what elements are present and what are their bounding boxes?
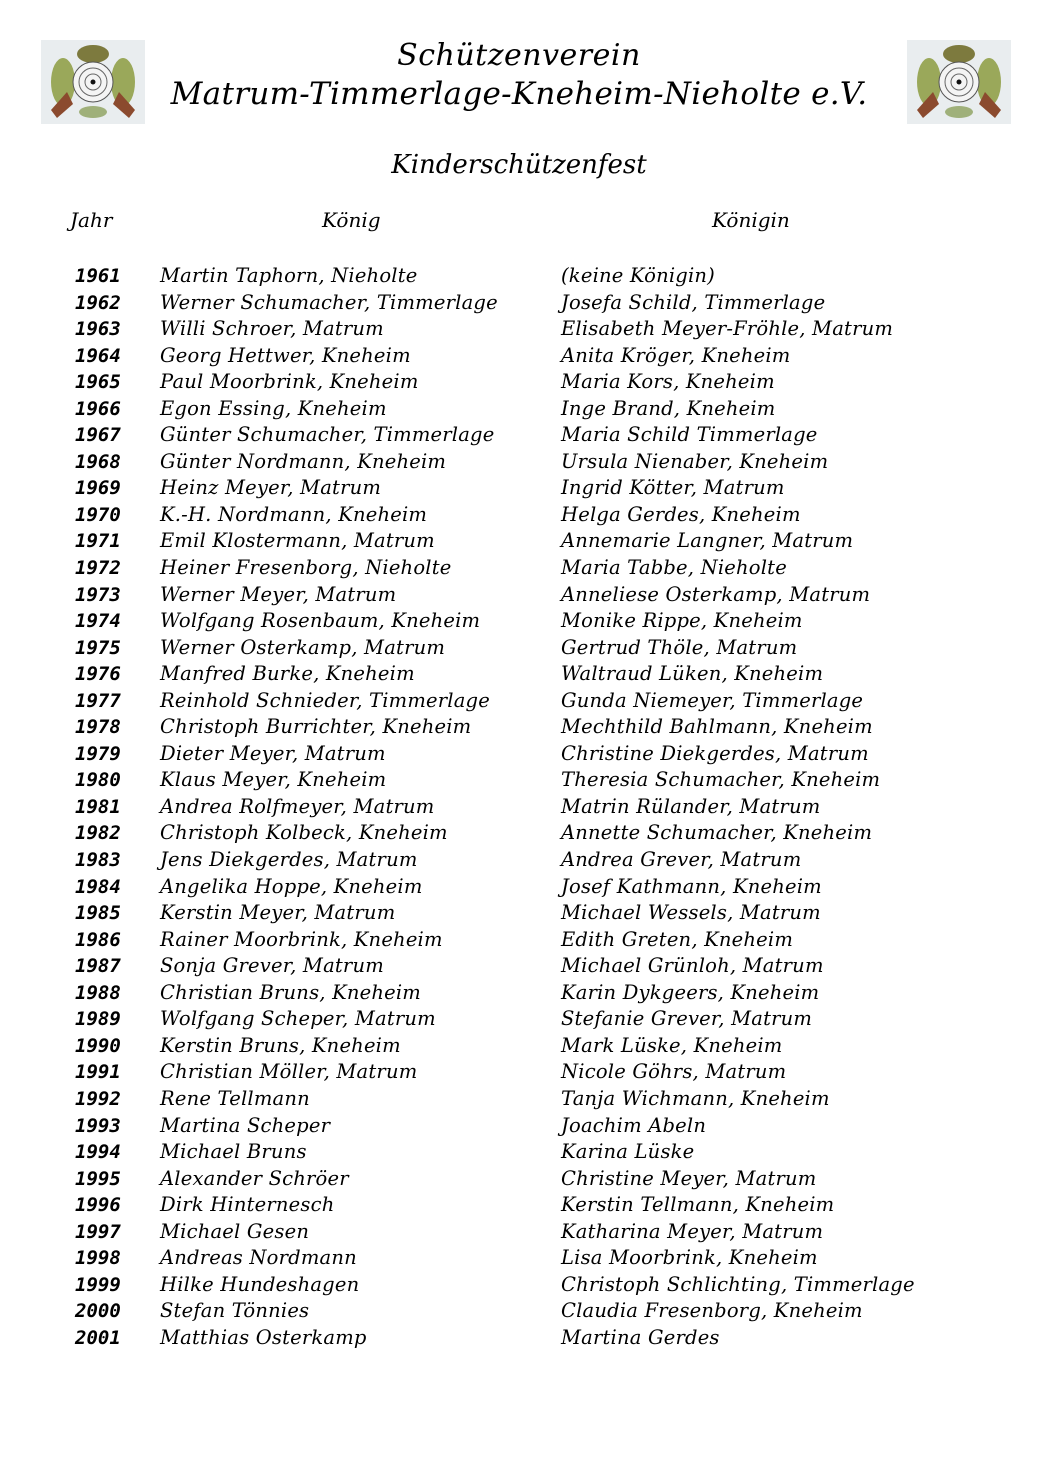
queen-cell: (keine Königin) xyxy=(561,264,715,287)
table-row xyxy=(0,502,1038,529)
king-cell: Günter Schumacher, Timmerlage xyxy=(160,423,495,447)
king-cell: Christian Bruns, Kneheim xyxy=(160,980,421,1004)
king-cell: Kerstin Bruns, Kneheim xyxy=(160,1033,401,1057)
king-cell: Martin Taphorn, Nieholte xyxy=(160,264,418,287)
king-cell: Kerstin Meyer, Matrum xyxy=(160,901,396,925)
year-cell: 1981 xyxy=(75,795,121,818)
year-cell: 1999 xyxy=(75,1273,121,1296)
table-row xyxy=(0,369,1038,396)
queen-cell: Joachim Abeln xyxy=(561,1113,707,1137)
year-cell: 1976 xyxy=(75,663,121,686)
king-cell: Paul Moorbrink, Kneheim xyxy=(160,370,419,394)
king-cell: Reinhold Schnieder, Timmerlage xyxy=(160,688,490,712)
year-cell: 1990 xyxy=(75,1034,121,1057)
king-cell: Werner Osterkamp, Matrum xyxy=(160,635,446,659)
winners-list xyxy=(0,263,1038,1351)
table-row xyxy=(0,582,1038,609)
year-cell: 1984 xyxy=(75,875,121,898)
year-cell: 1982 xyxy=(75,822,121,845)
queen-cell: Tanja Wichmann, Kneheim xyxy=(561,1086,830,1110)
queen-cell: Martina Gerdes xyxy=(561,1325,720,1349)
king-cell: Willi Schroer, Matrum xyxy=(160,317,384,341)
queen-cell: Maria Kors, Kneheim xyxy=(561,370,775,394)
king-cell: Rene Tellmann xyxy=(160,1086,310,1110)
table-row xyxy=(0,1166,1038,1193)
queen-cell: Andrea Grever, Matrum xyxy=(561,848,802,872)
table-row xyxy=(0,475,1038,502)
queen-cell: Stefanie Grever, Matrum xyxy=(561,1007,813,1031)
year-cell: 1997 xyxy=(75,1220,121,1243)
queen-cell: Katharina Meyer, Matrum xyxy=(561,1219,824,1243)
king-cell: Martina Scheper xyxy=(160,1113,331,1137)
king-cell: Christoph Kolbeck, Kneheim xyxy=(160,821,448,845)
queen-cell: Theresia Schumacher, Kneheim xyxy=(561,768,881,792)
king-cell: Andrea Rolfmeyer, Matrum xyxy=(160,794,435,818)
year-cell: 1994 xyxy=(75,1141,121,1164)
year-cell: 1987 xyxy=(75,955,121,978)
table-row xyxy=(0,767,1038,794)
king-cell: Christian Möller, Matrum xyxy=(160,1060,418,1084)
king-cell: Angelika Hoppe, Kneheim xyxy=(160,874,423,898)
year-cell: 1991 xyxy=(75,1061,121,1084)
table-row xyxy=(0,1298,1038,1325)
event-title: Kinderschützenfest xyxy=(391,150,647,180)
table-row xyxy=(0,980,1038,1007)
year-cell: 1968 xyxy=(75,450,121,473)
king-cell: Sonja Grever, Matrum xyxy=(160,954,384,978)
year-cell: 1973 xyxy=(75,583,121,606)
club-place: Matrum-Timmerlage-Kneheim-Nieholte e.V. xyxy=(170,76,868,112)
king-cell: Heiner Fresenborg, Nieholte xyxy=(160,556,452,580)
year-cell: 1975 xyxy=(75,636,121,659)
table-row xyxy=(0,847,1038,874)
column-header-queen: Königin xyxy=(712,208,790,232)
king-cell: Wolfgang Scheper, Matrum xyxy=(160,1007,436,1031)
table-row xyxy=(0,1033,1038,1060)
king-cell: K.-H. Nordmann, Kneheim xyxy=(160,502,428,526)
year-cell: 1989 xyxy=(75,1008,121,1031)
king-cell: Christoph Burrichter, Kneheim xyxy=(160,715,472,739)
queen-cell: Elisabeth Meyer-Fröhle, Matrum xyxy=(561,317,894,341)
table-row xyxy=(0,714,1038,741)
year-cell: 1988 xyxy=(75,981,121,1004)
table-row xyxy=(0,449,1038,476)
king-cell: Klaus Meyer, Kneheim xyxy=(160,768,387,792)
table-row xyxy=(0,874,1038,901)
king-cell: Jens Diekgerdes, Matrum xyxy=(160,848,418,872)
year-cell: 2001 xyxy=(75,1326,121,1349)
year-cell: 1969 xyxy=(75,477,121,500)
queen-cell: Ursula Nienaber, Kneheim xyxy=(561,449,829,473)
queen-cell: Christine Meyer, Matrum xyxy=(561,1166,817,1190)
queen-cell: Karina Lüske xyxy=(561,1140,695,1164)
table-row xyxy=(0,741,1038,768)
table-row xyxy=(0,953,1038,980)
table-row xyxy=(0,1245,1038,1272)
queen-cell: Edith Greten, Kneheim xyxy=(561,927,794,951)
year-cell: 1961 xyxy=(75,265,121,287)
king-cell: Georg Hettwer, Kneheim xyxy=(160,343,411,367)
king-cell: Günter Nordmann, Kneheim xyxy=(160,449,447,473)
club-name: Schützenverein xyxy=(397,38,641,73)
queen-cell: Mark Lüske, Kneheim xyxy=(561,1033,783,1057)
year-cell: 1998 xyxy=(75,1247,121,1270)
king-cell: Matthias Osterkamp xyxy=(160,1325,367,1349)
queen-cell: Monike Rippe, Kneheim xyxy=(561,609,803,633)
table-row xyxy=(0,1059,1038,1086)
queen-cell: Nicole Göhrs, Matrum xyxy=(561,1060,787,1084)
queen-cell: Karin Dykgeers, Kneheim xyxy=(561,980,820,1004)
queen-cell: Josef Kathmann, Kneheim xyxy=(561,874,822,898)
queen-cell: Kerstin Tellmann, Kneheim xyxy=(561,1193,835,1217)
king-cell: Werner Schumacher, Timmerlage xyxy=(160,290,498,314)
year-cell: 1970 xyxy=(75,503,121,526)
year-cell: 1985 xyxy=(75,902,121,925)
king-cell: Egon Essing, Kneheim xyxy=(160,396,387,420)
year-cell: 1996 xyxy=(75,1194,121,1217)
table-row xyxy=(0,1219,1038,1246)
queen-cell: Christoph Schlichting, Timmerlage xyxy=(561,1272,915,1296)
queen-cell: Christine Diekgerdes, Matrum xyxy=(561,741,869,765)
table-row xyxy=(0,343,1038,370)
queen-cell: Claudia Fresenborg, Kneheim xyxy=(561,1299,863,1323)
year-cell: 1995 xyxy=(75,1167,121,1190)
year-cell: 1983 xyxy=(75,849,121,872)
table-row xyxy=(0,555,1038,582)
king-cell: Wolfgang Rosenbaum, Kneheim xyxy=(160,609,481,633)
queen-cell: Gertrud Thöle, Matrum xyxy=(561,635,798,659)
queen-cell: Mechthild Bahlmann, Kneheim xyxy=(561,715,873,739)
table-row xyxy=(0,900,1038,927)
queen-cell: Inge Brand, Kneheim xyxy=(561,396,776,420)
column-header-king: König xyxy=(322,208,381,232)
table-row xyxy=(0,688,1038,715)
king-cell: Rainer Moorbrink, Kneheim xyxy=(160,927,443,951)
year-cell: 1965 xyxy=(75,371,121,394)
table-row xyxy=(0,422,1038,449)
queen-cell: Anneliese Osterkamp, Matrum xyxy=(561,582,871,606)
queen-cell: Lisa Moorbrink, Kneheim xyxy=(561,1246,818,1270)
table-row xyxy=(0,1325,1038,1352)
table-row xyxy=(0,263,1038,290)
king-cell: Heinz Meyer, Matrum xyxy=(160,476,382,500)
king-cell: Werner Meyer, Matrum xyxy=(160,582,397,606)
table-row xyxy=(0,927,1038,954)
column-header-year: Jahr xyxy=(70,208,113,232)
table-row xyxy=(0,794,1038,821)
year-cell: 1993 xyxy=(75,1114,121,1137)
queen-cell: Waltraud Lüken, Kneheim xyxy=(561,662,824,686)
queen-cell: Annette Schumacher, Kneheim xyxy=(561,821,873,845)
table-row xyxy=(0,1113,1038,1140)
queen-cell: Annemarie Langner, Matrum xyxy=(561,529,854,553)
year-cell: 1962 xyxy=(75,291,121,314)
year-cell: 1972 xyxy=(75,557,121,580)
table-row xyxy=(0,1272,1038,1299)
queen-cell: Ingrid Kötter, Matrum xyxy=(561,476,785,500)
year-cell: 1978 xyxy=(75,716,121,739)
king-cell: Stefan Tönnies xyxy=(160,1299,310,1323)
table-row xyxy=(0,528,1038,555)
queen-cell: Matrin Rülander, Matrum xyxy=(561,794,821,818)
year-cell: 1963 xyxy=(75,318,121,341)
table-row xyxy=(0,1006,1038,1033)
table-row xyxy=(0,1139,1038,1166)
table-row xyxy=(0,661,1038,688)
queen-cell: Michael Wessels, Matrum xyxy=(561,901,821,925)
king-cell: Andreas Nordmann xyxy=(160,1246,357,1270)
year-cell: 2000 xyxy=(75,1300,121,1323)
table-row xyxy=(0,290,1038,317)
year-cell: 1974 xyxy=(75,610,121,633)
queen-cell: Anita Kröger, Kneheim xyxy=(561,343,791,367)
king-cell: Alexander Schröer xyxy=(160,1166,349,1190)
king-cell: Hilke Hundeshagen xyxy=(160,1272,360,1296)
king-cell: Emil Klostermann, Matrum xyxy=(160,529,435,553)
year-cell: 1971 xyxy=(75,530,121,553)
queen-cell: Gunda Niemeyer, Timmerlage xyxy=(561,688,864,712)
king-cell: Dirk Hinternesch xyxy=(160,1193,335,1217)
queen-cell: Josefa Schild, Timmerlage xyxy=(561,290,826,314)
year-cell: 1967 xyxy=(75,424,121,447)
queen-cell: Maria Tabbe, Nieholte xyxy=(561,556,787,580)
king-cell: Dieter Meyer, Matrum xyxy=(160,741,386,765)
table-row xyxy=(0,635,1038,662)
queen-cell: Michael Grünloh, Matrum xyxy=(561,954,824,978)
year-cell: 1980 xyxy=(75,769,121,792)
table-row xyxy=(0,316,1038,343)
king-cell: Michael Gesen xyxy=(160,1219,310,1243)
king-cell: Michael Bruns xyxy=(160,1140,307,1164)
queen-cell: Helga Gerdes, Kneheim xyxy=(561,502,801,526)
year-cell: 1964 xyxy=(75,344,121,367)
year-cell: 1986 xyxy=(75,928,121,951)
table-row xyxy=(0,396,1038,423)
table-row xyxy=(0,608,1038,635)
year-cell: 1979 xyxy=(75,742,121,765)
year-cell: 1966 xyxy=(75,397,121,420)
queen-cell: Maria Schild Timmerlage xyxy=(561,423,818,447)
table-row xyxy=(0,820,1038,847)
year-cell: 1992 xyxy=(75,1087,121,1110)
king-cell: Manfred Burke, Kneheim xyxy=(160,662,415,686)
table-row xyxy=(0,1192,1038,1219)
table-row xyxy=(0,1086,1038,1113)
year-cell: 1977 xyxy=(75,689,121,712)
